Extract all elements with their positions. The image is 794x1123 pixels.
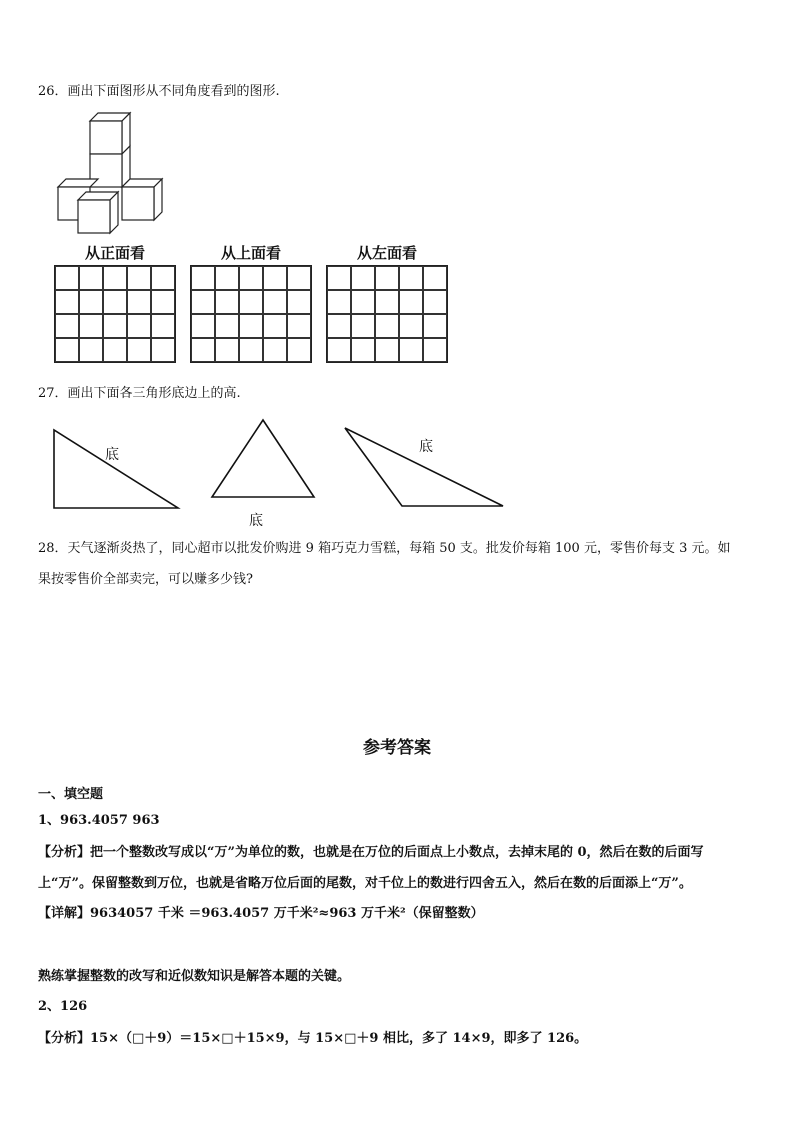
view-label-left: 从左面看 — [356, 244, 417, 262]
triangle-1-base-label: 底 — [105, 447, 119, 463]
view-label-front: 从正面看 — [84, 244, 145, 262]
answer-1-head: 1、963.4057 963 — [38, 813, 160, 828]
answer-1-analysis-line-2: 上“万”。保留整数到万位，也就是省略万位后面的尾数，对千位上的数进行四舍五入，然后在数的后面添上“万”。 — [38, 876, 692, 891]
answer-2-head: 2、126 — [38, 999, 88, 1014]
question-27-text: 27．画出下面各三角形底边上的高. — [38, 386, 241, 401]
answer-2-analysis: 【分析】15×（□＋9）＝15×□＋15×9，与 15×□＋9 相比，多了 14×9，即多了 126。 — [38, 1031, 588, 1046]
section-1-heading: 一、填空题 — [38, 787, 104, 802]
question-28-line-1: 28．天气逐渐炎热了，同心超市以批发价购进 9 箱巧克力雪糕，每箱 50 支。批发价每箱 100 元，零售价每支 3 元。如 — [38, 541, 731, 556]
answer-1-analysis-line-1: 【分析】把一个整数改写成以“万”为单位的数，也就是在万位的后面点上小数点，去掉末尾的 0，然后在数的后面写 — [38, 845, 704, 860]
answers-title: 参考答案 — [363, 738, 431, 758]
question-26-text: 26．画出下面图形从不同角度看到的图形. — [38, 84, 280, 99]
view-label-top: 从上面看 — [220, 244, 281, 262]
question-28-line-2: 果按零售价全部卖完，可以赚多少钱? — [38, 572, 253, 587]
triangle-3-base-label: 底 — [419, 439, 433, 455]
triangle-2-base-label: 底 — [249, 513, 263, 529]
answer-1-detail: 【详解】9634057 千米 ＝963.4057 万千米²≈963 万千米²（保留整数） — [38, 906, 484, 921]
answer-1-note: 熟练掌握整数的改写和近似数知识是解答本题的关键。 — [38, 969, 351, 984]
